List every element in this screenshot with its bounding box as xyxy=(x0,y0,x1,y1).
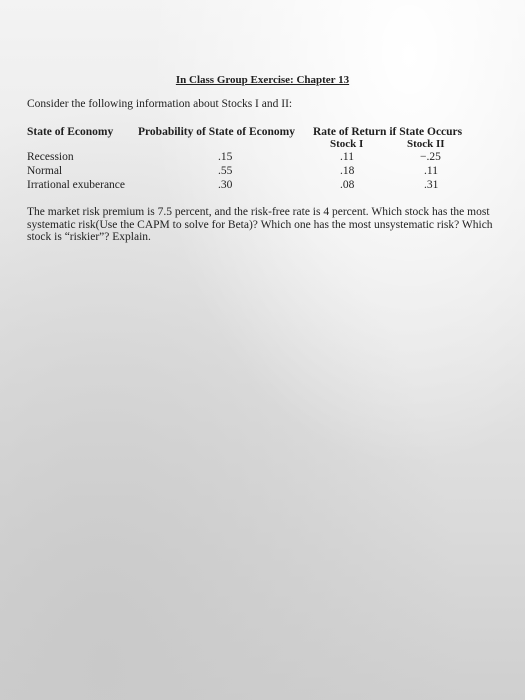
row-state: Recession xyxy=(27,151,74,163)
intro-text: Consider the following information about Stocks I and II: xyxy=(27,98,293,110)
row-stock-i: .18 xyxy=(340,165,355,177)
row-stock-i: .08 xyxy=(340,179,355,191)
row-stock-ii: .31 xyxy=(424,179,439,191)
row-stock-ii: −.25 xyxy=(420,151,441,163)
question-text: The market risk premium is 7.5 percent, and the risk-free rate is 4 percent. Which stock has the most systematic risk(Use the CAPM to solve for Beta)? Which one has the most unsystematic risk? Which stock is “riskier”? Explain. xyxy=(27,206,493,243)
row-probability: .55 xyxy=(218,165,233,177)
subheader-stock-ii: Stock II xyxy=(407,138,445,150)
header-probability: Probability of State of Economy xyxy=(138,126,295,138)
row-state: Irrational exuberance xyxy=(27,179,126,191)
row-probability: .15 xyxy=(218,151,233,163)
exercise-title: In Class Group Exercise: Chapter 13 xyxy=(175,74,350,86)
row-state: Normal xyxy=(27,165,63,177)
row-probability: .30 xyxy=(218,179,233,191)
subheader-stock-i: Stock I xyxy=(330,138,364,150)
header-state-of-economy: State of Economy xyxy=(27,126,114,138)
row-stock-i: .11 xyxy=(340,151,354,163)
header-rate-of-return: Rate of Return if State Occurs xyxy=(313,126,463,138)
row-stock-ii: .11 xyxy=(424,165,438,177)
